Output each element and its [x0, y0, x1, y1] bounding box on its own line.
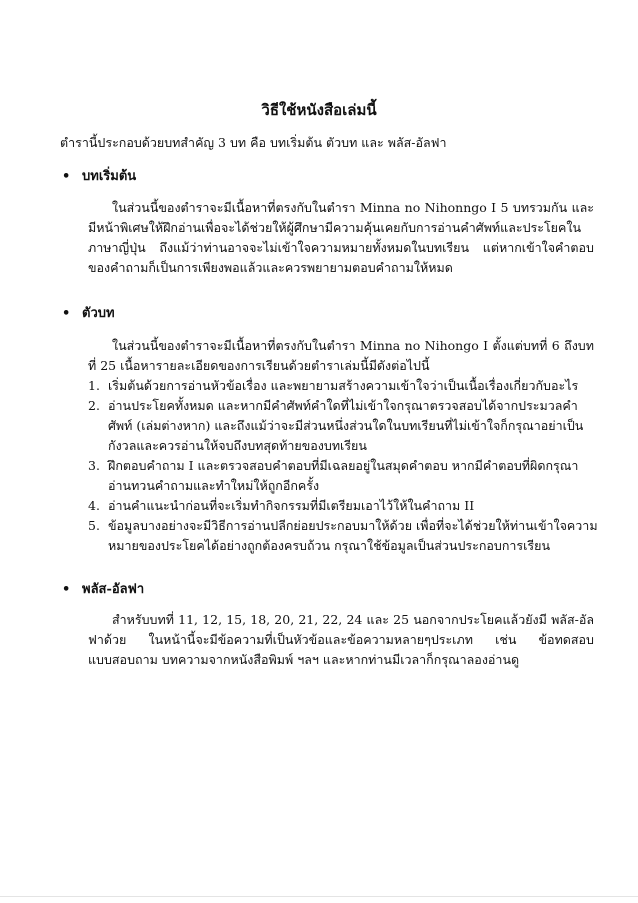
step-number: 4.	[88, 498, 100, 513]
list-item	[88, 516, 598, 556]
document-title: วิธีใช้หนังสือเล่มนี้	[261, 101, 377, 119]
list-item	[88, 376, 598, 396]
step-number: 1.	[88, 378, 100, 393]
list-item	[88, 456, 598, 496]
bullet-icon: •	[62, 582, 71, 597]
intro-text: ตำรานี้ประกอบด้วยบทสำคัญ 3 บท คือ บทเริ่มต้น ตัวบท และ พลัส-อัลฟา	[60, 135, 447, 150]
section-paragraph: ในส่วนนี้ของตำราจะมีเนื้อหาที่ตรงกับในตำรา Minna no Nihongo I ตั้งแต่บทที่ 6 ถึงบทที่ 25 เนื้อหารายละเอียดของการเรียนด้วยตำราเล่มนี้มีดังต่อไปนี้	[88, 338, 594, 373]
section-heading-label: บทเริ่มต้น	[82, 169, 137, 184]
bullet-icon: •	[62, 306, 71, 321]
section-heading-main	[62, 302, 115, 323]
step-text: ฝึกตอบคำถาม I และตรวจสอบคำตอบที่มีเฉลยอยู่ในสมุดคำตอบ หากมีคำตอบที่ผิดกรุณาอ่านทวนคำถามและทำใหม่ให้ถูกอีกครั้ง	[108, 458, 579, 493]
section-heading-intro	[62, 165, 136, 186]
list-item	[88, 496, 598, 516]
step-number: 3.	[88, 458, 100, 473]
section-paragraph: สำหรับบทที่ 11, 12, 15, 18, 20, 21, 22, 24 และ 25 นอกจากประโยคแล้วยังมี พลัส-อัลฟาด้วย ในหน้านี้จะมีข้อความที่เป็นหัวข้อและข้อความหลายๆประเภท เช่น ข้อทดสอบ แบบสอบถาม บทความจากหนังสือพิมพ์ ฯลฯ และหากท่านมีเวลาก็กรุณาลองอ่านดู	[88, 612, 594, 667]
step-text: อ่านคำแนะนำก่อนที่จะเริ่มทำกิจกรรมที่มีเตรียมเอาไว้ให้ในคำถาม II	[108, 498, 475, 513]
step-text: ข้อมูลบางอย่างจะมีวิธีการอ่านปลีกย่อยประกอบมาให้ด้วย เพื่อที่จะได้ช่วยให้ท่านเข้าใจความหมายของประโยคได้อย่างถูกต้องครบถ้วน กรุณาใช้ข้อมูลเป็นส่วนประกอบการเรียน	[108, 518, 598, 553]
step-text: เริ่มต้นด้วยการอ่านหัวข้อเรื่อง และพยายามสร้างความเข้าใจว่าเป็นเนื้อเรื่องเกี่ยวกับอะไร	[108, 378, 579, 393]
bullet-icon: •	[62, 169, 71, 184]
section-paragraph: ในส่วนนี้ของตำราจะมีเนื้อหาที่ตรงกับในตำรา Minna no Nihonngo I 5 บทรวมกัน และมีหน้าพิเศษให้ฝึกอ่านเพื่อจะได้ช่วยให้ผู้ศึกษามีความคุ้นเคยกับการอ่านคำศัพท์และประโยคในภาษาญี่ปุ่น ถึงแม้ว่าท่านอาจจะไม่เข้าใจความหมายทั้งหมดในบทเรียน แต่หากเข้าใจคำตอบของคำถามก็เป็นการเพียงพอแล้วและควรพยายามตอบคำถามให้หมด	[88, 200, 594, 275]
step-text: อ่านประโยคทั้งหมด และหากมีคำศัพท์คำใดที่ไม่เข้าใจกรุณาตรวจสอบได้จากประมวลคำศัพท์ (เล่มต่างหาก) และถึงแม้ว่าจะมีส่วนหนึ่งส่วนใดในบทเรียนที่ไม่เข้าใจก็กรุณาอย่าเป็นกังวลและควรอ่านให้จบถึงบทสุดท้ายของบทเรียน	[108, 398, 584, 453]
section-heading-plus-alpha	[62, 578, 144, 599]
section-heading-label: พลัส-อัลฟา	[82, 582, 145, 597]
step-number: 5.	[88, 518, 100, 533]
step-number: 2.	[88, 398, 100, 413]
steps-list	[88, 376, 598, 556]
list-item	[88, 396, 598, 456]
page-bottom-edge	[0, 896, 638, 897]
section-heading-label: ตัวบท	[82, 306, 115, 321]
